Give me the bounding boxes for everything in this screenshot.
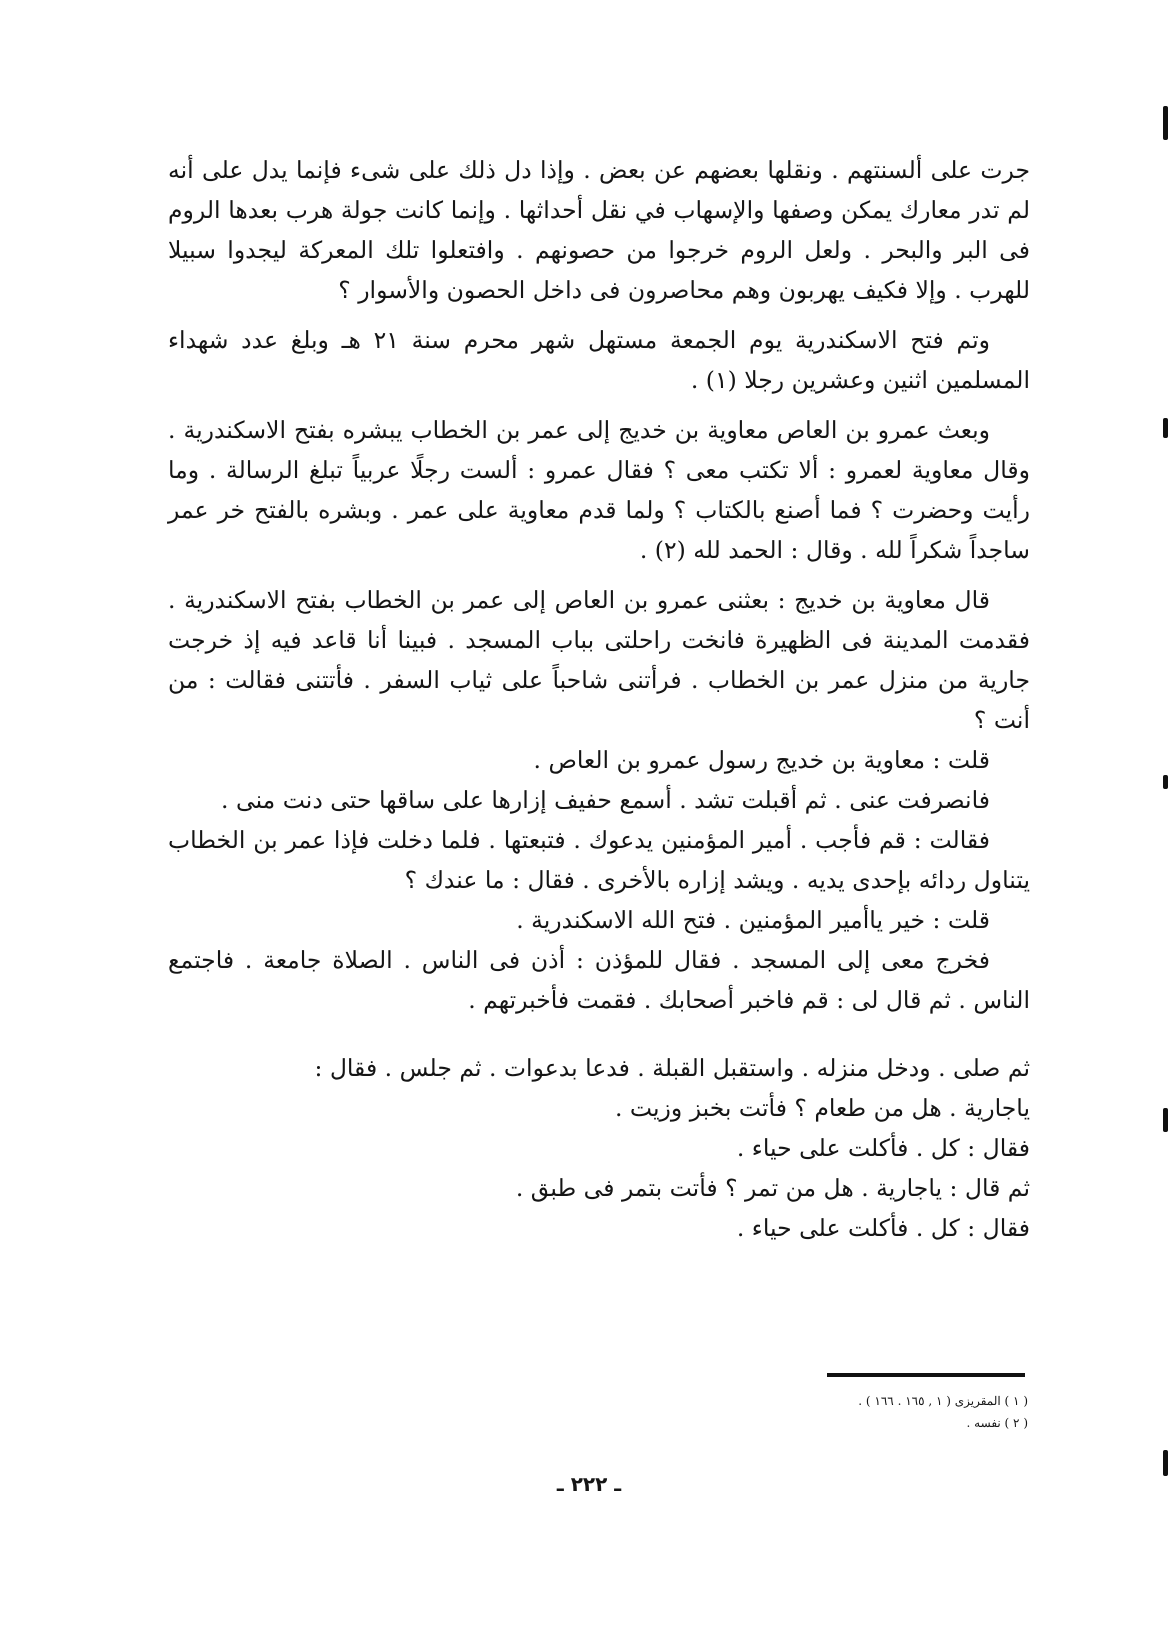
scan-edge-mark: [1163, 1108, 1168, 1132]
closing-line-4: ثم قال : ياجارية . هل من تمر ؟ فأتت بتمر فى طبق .: [515, 1174, 1030, 1202]
paragraph-3: وبعث عمرو بن العاص معاوية بن خديج إلى عمر بن الخطاب يبشره بفتح الاسكندرية . وقال معاوية لعمرو : ألا تكتب معى ؟ فقال عمرو : ألست رجلًا عربياً تبلغ الرسالة . وما رأيت وحضرت ؟ فما أصنع بالكتاب ؟ ولما قدم معاوية على عمر . وبشره بالفتح خر عمر ساجداً شكراً لله . وقال : الحمد لله (٢) .: [168, 416, 1030, 564]
scan-edge-mark: [1163, 775, 1168, 789]
paragraph-1: جرت على ألسنتهم . ونقلها بعضهم عن بعض . وإذا دل ذلك على شىء فإنما يدل على أنه لم تدر معارك يمكن وصفها والإسهاب في نقل أحداثها . وإنما كانت جولة هرب بعدها الروم فى البر والبحر . ولعل الروم خرجوا من حصونهم . وافتعلوا تلك المعركة ليجدوا سبيلا للهرب . وإلا فكيف يهربون وهم محاصرون فى داخل الحصون والأسوار ؟: [168, 156, 1030, 304]
paragraph-4: قال معاوية بن خديج : بعثنى عمرو بن العاص إلى عمر بن الخطاب بفتح الاسكندرية . فقدمت المدينة فى الظهيرة فانخت راحلتى بباب المسجد . فبينا أنا قاعد فيه إذ خرجت جارية من منزل عمر بن الخطاب . فرأتنى شاحباً على ثياب السفر . فأتتنى فقالت : من أنت ؟: [168, 586, 1030, 734]
closing-line-2: ياجارية . هل من طعام ؟ فأتت بخبز وزيت .: [614, 1094, 1030, 1122]
scan-edge-mark: [1163, 418, 1168, 438]
dialogue-line-4: قلت : خير ياأمير المؤمنين . فتح الله الاسكندرية .: [516, 906, 990, 934]
closing-section: [168, 1048, 1030, 1248]
dialogue-line-5: فخرج معى إلى المسجد . فقال للمؤذن : أذن فى الناس . الصلاة جامعة . فاجتمع الناس . ثم قال لى : قم فاخبر أصحابك . فقمت فأخبرتهم .: [168, 946, 1030, 1014]
scan-edge-mark: [1163, 106, 1168, 140]
closing-line-5: فقال : كل . فأكلت على حياء .: [736, 1214, 1030, 1242]
dialogue-line-2: فانصرفت عنى . ثم أقبلت تشد . أسمع حفيف إزارها على ساقها حتى دنت منى .: [221, 786, 990, 814]
main-text-block: [168, 150, 1030, 1248]
paragraph-2: وتم فتح الاسكندرية يوم الجمعة مستهل شهر محرم سنة ٢١ هـ وبلغ عدد شهداء المسلمين اثنين وعشرين رجلا (١) .: [168, 326, 1030, 394]
page-number: ـ ٢٢٢ ـ: [556, 1472, 622, 1496]
footnotes: [700, 1390, 1028, 1434]
footnote-2: ( ٢ ) نفسه .: [966, 1416, 1028, 1430]
dialogue-line-1: قلت : معاوية بن خديج رسول عمرو بن العاص .: [533, 746, 990, 774]
dialogue-line-3: فقالت : قم فأجب . أمير المؤمنين يدعوك . فتبعتها . فلما دخلت فإذا عمر بن الخطاب يتناول ردائه بإحدى يديه . ويشد إزاره بالأخرى . فقال : ما عندك ؟: [168, 826, 1030, 894]
closing-line-3: فقال : كل . فأكلت على حياء .: [736, 1134, 1030, 1162]
scan-edge-mark: [1163, 1450, 1168, 1476]
footnote-divider: [827, 1373, 1025, 1377]
footnote-1: ( ١ ) المقريزى ( ١ , ١٦٥ . ١٦٦ ) .: [858, 1394, 1028, 1408]
closing-line-1: ثم صلى . ودخل منزله . واستقبل القبلة . فدعا بدعوات . ثم جلس . فقال :: [314, 1054, 1030, 1082]
